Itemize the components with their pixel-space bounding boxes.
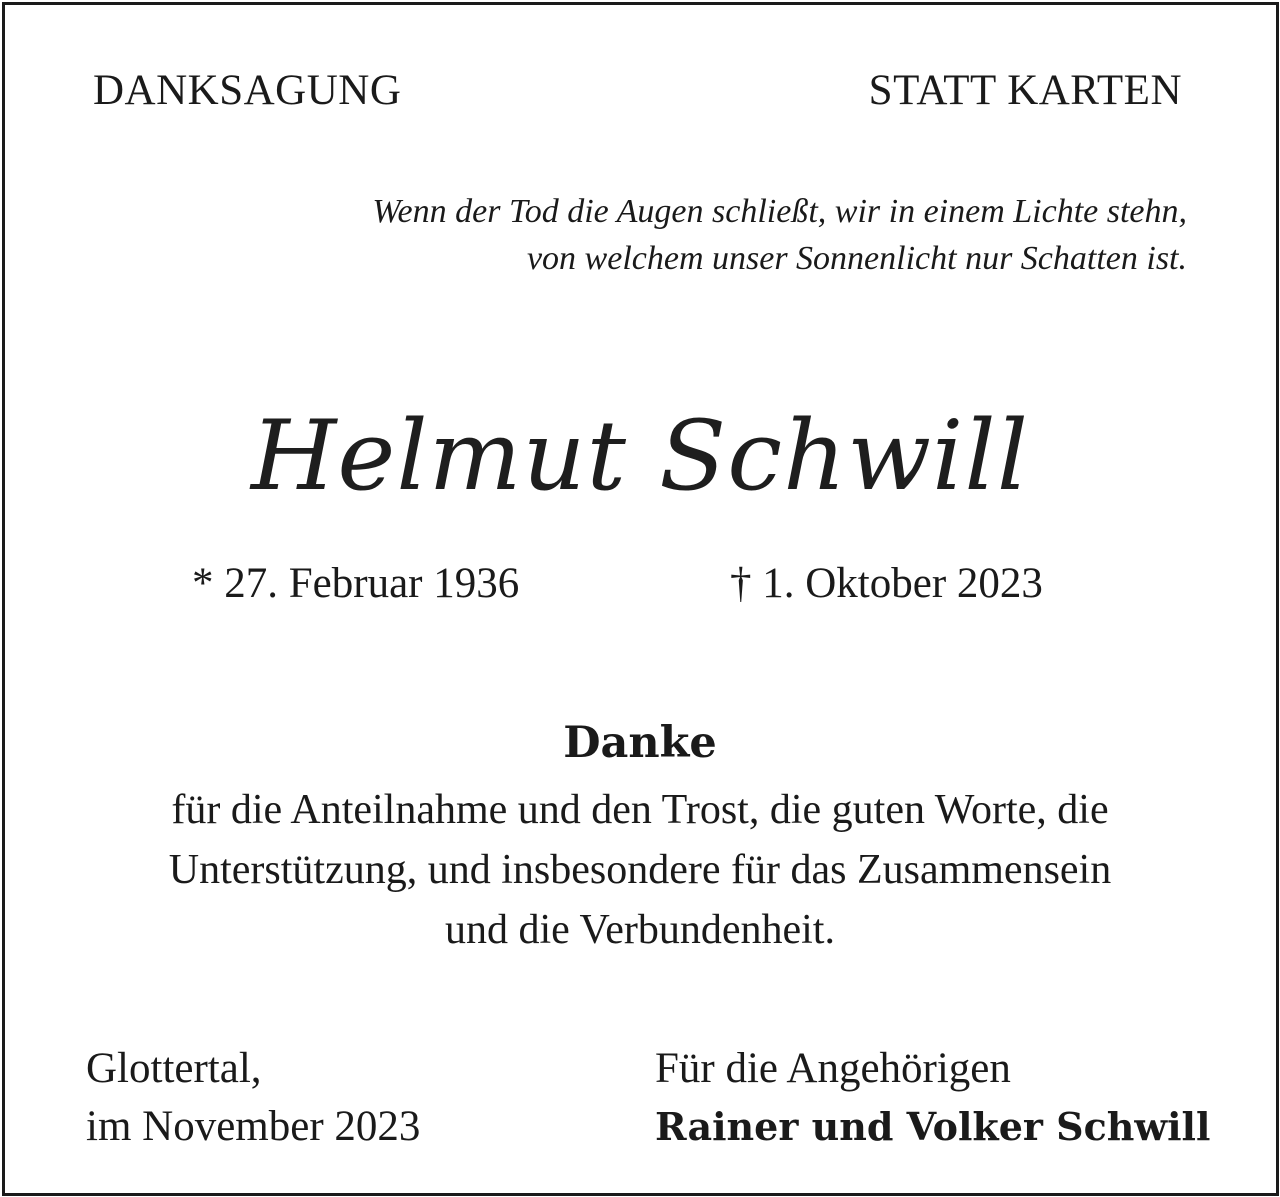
place-and-date bbox=[86, 1040, 420, 1156]
deceased-name: Helmut Schwill bbox=[250, 400, 1030, 512]
thanks-line-3: und die Verbundenheit. bbox=[445, 907, 835, 953]
place: Glottertal, bbox=[86, 1045, 262, 1092]
death-date: † 1. Oktober 2023 bbox=[730, 560, 1043, 607]
family-signature bbox=[655, 1040, 1210, 1156]
date: im November 2023 bbox=[86, 1103, 421, 1150]
header-statt-karten: STATT KARTEN bbox=[868, 67, 1182, 114]
birth-date: * 27. Februar 1936 bbox=[192, 560, 520, 607]
thanks-line-2: Unterstützung, und insbesondere für das Zusammensein bbox=[168, 847, 1112, 893]
thanks-heading: Danke bbox=[563, 718, 717, 768]
thanks-text bbox=[0, 780, 1280, 960]
family-names: Rainer und Volker Schwill bbox=[655, 1104, 1211, 1149]
header-danksagung: DANKSAGUNG bbox=[93, 67, 402, 114]
quote-line-1: Wenn der Tod die Augen schließt, wir in einem Lichte stehn, bbox=[372, 193, 1187, 230]
quote-line-2: von welchem unser Sonnenlicht nur Schatten ist. bbox=[526, 240, 1187, 277]
family-intro: Für die Angehörigen bbox=[655, 1045, 1011, 1092]
thanks-line-1: für die Anteilnahme und den Trost, die guten Worte, die bbox=[171, 787, 1109, 833]
quote-block bbox=[372, 188, 1187, 282]
